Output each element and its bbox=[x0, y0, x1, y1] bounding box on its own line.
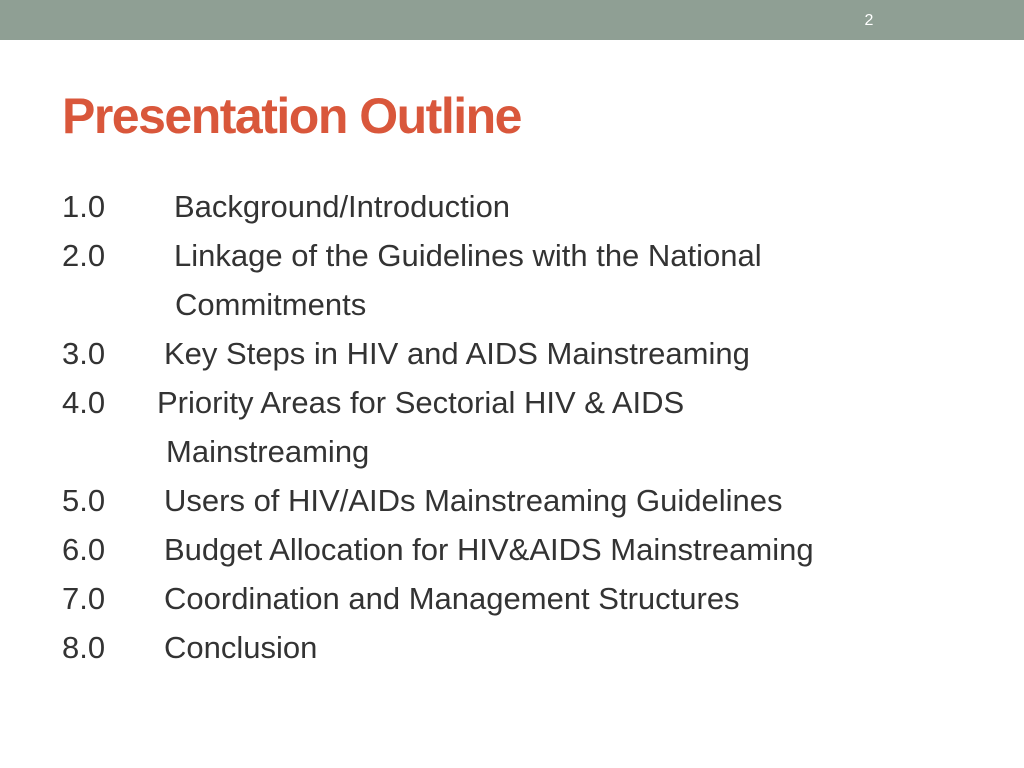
outline-number-4: 4.0 bbox=[62, 385, 106, 420]
slide-title: Presentation Outline bbox=[62, 88, 521, 144]
outline-number-2: 2.0 bbox=[62, 238, 106, 273]
outline-number-5: 5.0 bbox=[62, 483, 106, 518]
outline-item-coordination-management: Coordination and Management Structures bbox=[164, 581, 740, 616]
outline-item-background-introduction: Background/Introduction bbox=[174, 189, 511, 224]
outline-item-users-guidelines: Users of HIV/AIDs Mainstreaming Guidelines bbox=[164, 483, 783, 518]
outline-item-linkage-guidelines-continuation: Commitments bbox=[175, 287, 367, 322]
outline-item-priority-areas: Priority Areas for Sectorial HIV & AIDS bbox=[157, 385, 685, 420]
outline-number-7: 7.0 bbox=[62, 581, 106, 616]
slide-number: 2 bbox=[864, 12, 874, 29]
outline-item-conclusion: Conclusion bbox=[164, 630, 318, 665]
outline-number-1: 1.0 bbox=[62, 189, 106, 224]
outline-item-priority-areas-continuation: Mainstreaming bbox=[166, 434, 370, 469]
outline-item-linkage-guidelines: Linkage of the Guidelines with the National bbox=[174, 238, 762, 273]
outline-number-8: 8.0 bbox=[62, 630, 106, 665]
outline-item-budget-allocation: Budget Allocation for HIV&AIDS Mainstreaming bbox=[164, 532, 814, 567]
outline-number-6: 6.0 bbox=[62, 532, 106, 567]
outline-item-key-steps: Key Steps in HIV and AIDS Mainstreaming bbox=[164, 336, 750, 371]
outline-number-3: 3.0 bbox=[62, 336, 106, 371]
